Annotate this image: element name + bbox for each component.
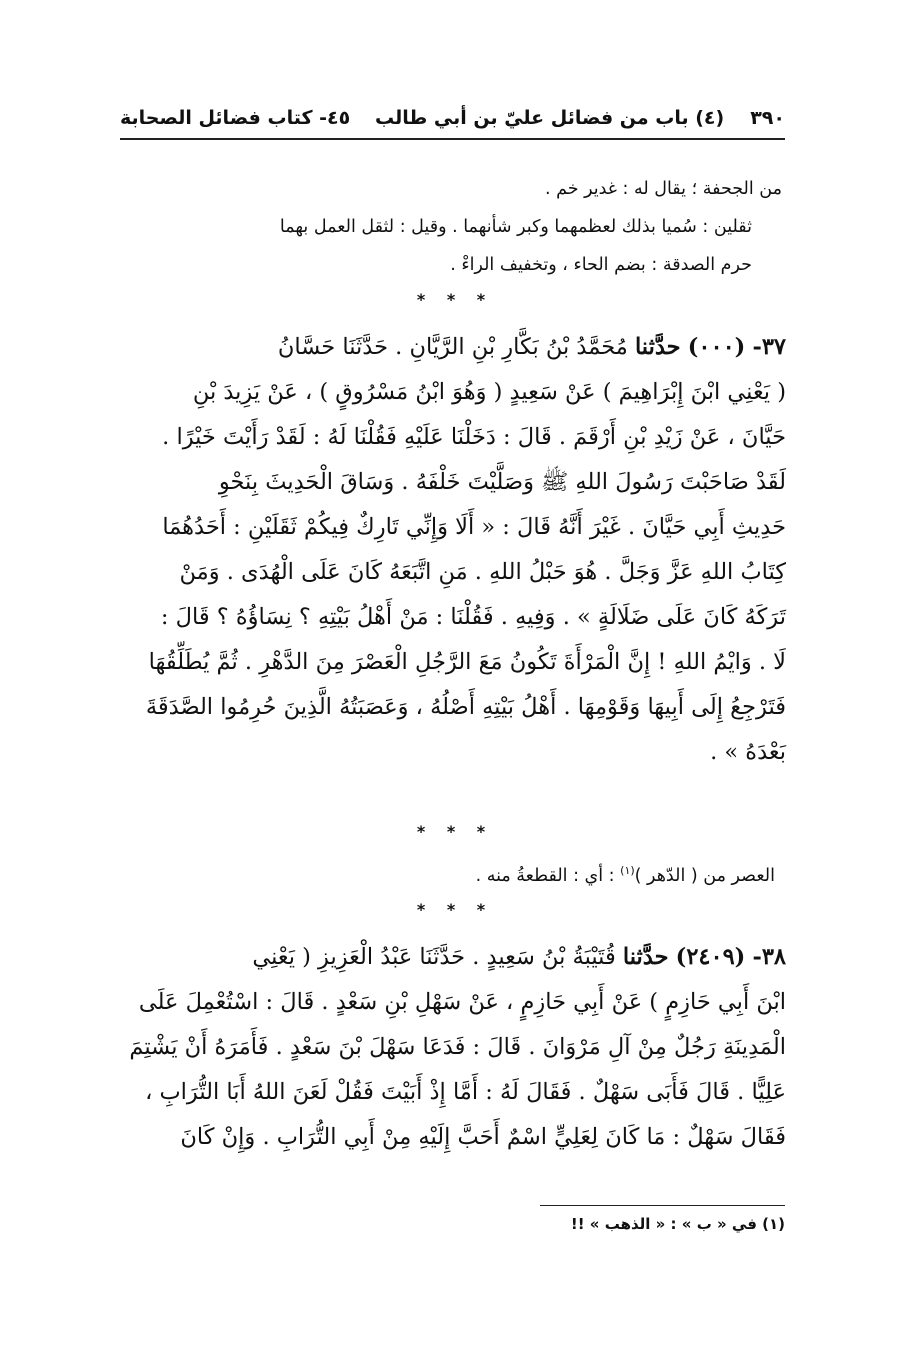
hadith-number: (٢٤٠٩): [675, 944, 746, 970]
footnote-divider: [540, 1205, 785, 1206]
hadith-line: ابْنَ أَبِي حَازِمٍ ) عَنْ أَبِي حَازِمٍ ، عَنْ سَهْلِ بْنِ سَعْدٍ . قَالَ : اسْتُعْمِلَ عَلَى: [138, 989, 786, 1015]
hadith-text: مُحَمَّدُ بْنُ بَكَّارِ بْنِ الرَّيَّانِ . حَدَّثَنَا حَسَّانُ: [277, 334, 628, 360]
section-separator: * * *: [416, 900, 494, 919]
page-number: ٣٩٠: [750, 107, 785, 129]
hadith-line: تَرَكَهُ كَانَ عَلَى ضَلَالَةٍ » . وَفِيهِ . فَقُلْنَا : مَنْ أَهْلُ بَيْتِهِ ؟ نِسَاؤُهُ ؟ قَالَ :: [160, 604, 786, 630]
hadith-line: بَعْدَهُ » .: [710, 739, 786, 765]
hadith-line: لَقَدْ صَاحَبْتَ رَسُولَ اللهِ ﷺ وَصَلَّيْتَ خَلْفَهُ . وَسَاقَ الْحَدِيثَ بِنَحْوِ: [218, 469, 786, 495]
hadith-number: (٠٠٠): [687, 334, 746, 360]
section-separator: * * *: [416, 290, 494, 309]
footnote: (١) في « ب » : « الذهب » !!: [570, 1215, 785, 1233]
hadith-line: لَا . وَايْمُ اللهِ ! إِنَّ الْمَرْأَةَ تَكُونُ مَعَ الرَّجُلِ الْعَصْرَ مِنَ الدَّهْرِ . ثُمَّ يُطَلِّقُهَا: [148, 649, 786, 675]
hadith-serial: ٣٧-: [752, 334, 786, 360]
gloss-definition: : أي : القطعةُ منه .: [475, 865, 615, 886]
hadith-line: فَتَرْجِعُ إِلَى أَبِيهَا وَقَوْمِهَا . أَهْلُ بَيْتِهِ أَصْلُهُ ، وَعَصَبَتُهُ الَّذِينَ حُرِمُوا الصَّدَقَةَ: [145, 694, 786, 720]
hadith-38: [118, 935, 786, 1160]
hadith-line: عَلِيًّا . قَالَ فَأَبَى سَهْلٌ . فَقَالَ لَهُ : أَمَّا إِذْ أَبَيْتَ فَقُلْ لَعَنَ اللهُ أَبَا التُّرَابِ ،: [145, 1079, 786, 1105]
hadith-line: [118, 325, 786, 370]
hadith-line: الْمَدِينَةِ رَجُلٌ مِنْ آلِ مَرْوَانَ . قَالَ : فَدَعَا سَهْلَ بْنَ سَعْدٍ . فَأَمَرَهُ أَنْ يَشْتِمَ: [129, 1034, 786, 1060]
hadith-line: ( يَعْنِي ابْنَ إِبْرَاهِيمَ ) عَنْ سَعِيدٍ ( وَهُوَ ابْنُ مَسْرُوقٍ ) ، عَنْ يَزِيدَ بْنِ: [192, 379, 786, 405]
hadith-opener: حدَّثنا: [622, 944, 669, 970]
hadith-line: حَيَّانَ ، عَنْ زَيْدِ بْنِ أَرْقَمَ . قَالَ : دَخَلْنَا عَلَيْهِ فَقُلْنَا لَهُ : لَقَدْ رَأَيْتَ خَيْرًا .: [162, 424, 786, 450]
gloss-term: العصر من ( الدّهر ): [634, 865, 775, 886]
running-header: [120, 98, 785, 140]
hadith-37: [118, 325, 786, 775]
commentary-notes: [130, 170, 782, 284]
book-title: ٤٥- كتاب فضائل الصحابة: [120, 107, 351, 129]
note-line: ثقلين : سُميا بذلك لعظمهما وكبر شأنهما . وقيل : لثقل العمل بهما: [279, 217, 752, 237]
chapter-title: (٤) باب من فضائل عليّ بن أبي طالب: [374, 107, 725, 129]
hadith-text: قُتَيْبَةُ بْنُ سَعِيدٍ . حَدَّثَنَا عَبْدُ الْعَزِيزِ ( يَعْنِي: [252, 944, 616, 970]
hadith-opener: حدَّثنا: [634, 334, 681, 360]
section-separator: * * *: [416, 822, 494, 841]
hadith-line: كِتَابُ اللهِ عَزَّ وَجَلَّ . هُوَ حَبْلُ اللهِ . مَنِ اتَّبَعَهُ كَانَ عَلَى الْهُدَى . وَمَنْ: [179, 559, 786, 585]
note-line: حرم الصدقة : بضم الحاء ، وتخفيف الراءْ .: [450, 255, 752, 275]
footnote-reference: (١): [620, 864, 635, 877]
gloss-note: [130, 856, 775, 891]
hadith-line: [118, 935, 786, 980]
hadith-line: فَقَالَ سَهْلٌ : مَا كَانَ لِعَلِيٍّ اسْمٌ أَحَبَّ إِلَيْهِ مِنْ أَبِي التُّرَابِ . وَإِنْ كَانَ: [180, 1124, 786, 1150]
note-line: من الجحفة ؛ يقال له : غدير خم .: [544, 179, 782, 199]
hadith-serial: ٣٨-: [752, 944, 786, 970]
hadith-line: حَدِيثِ أَبِي حَيَّانَ . غَيْرَ أَنَّهُ قَالَ : « أَلَا وَإِنِّي تَارِكٌ فِيكُمْ ثَقَلَيْنِ : أَحَدُهُمَا: [162, 514, 786, 540]
